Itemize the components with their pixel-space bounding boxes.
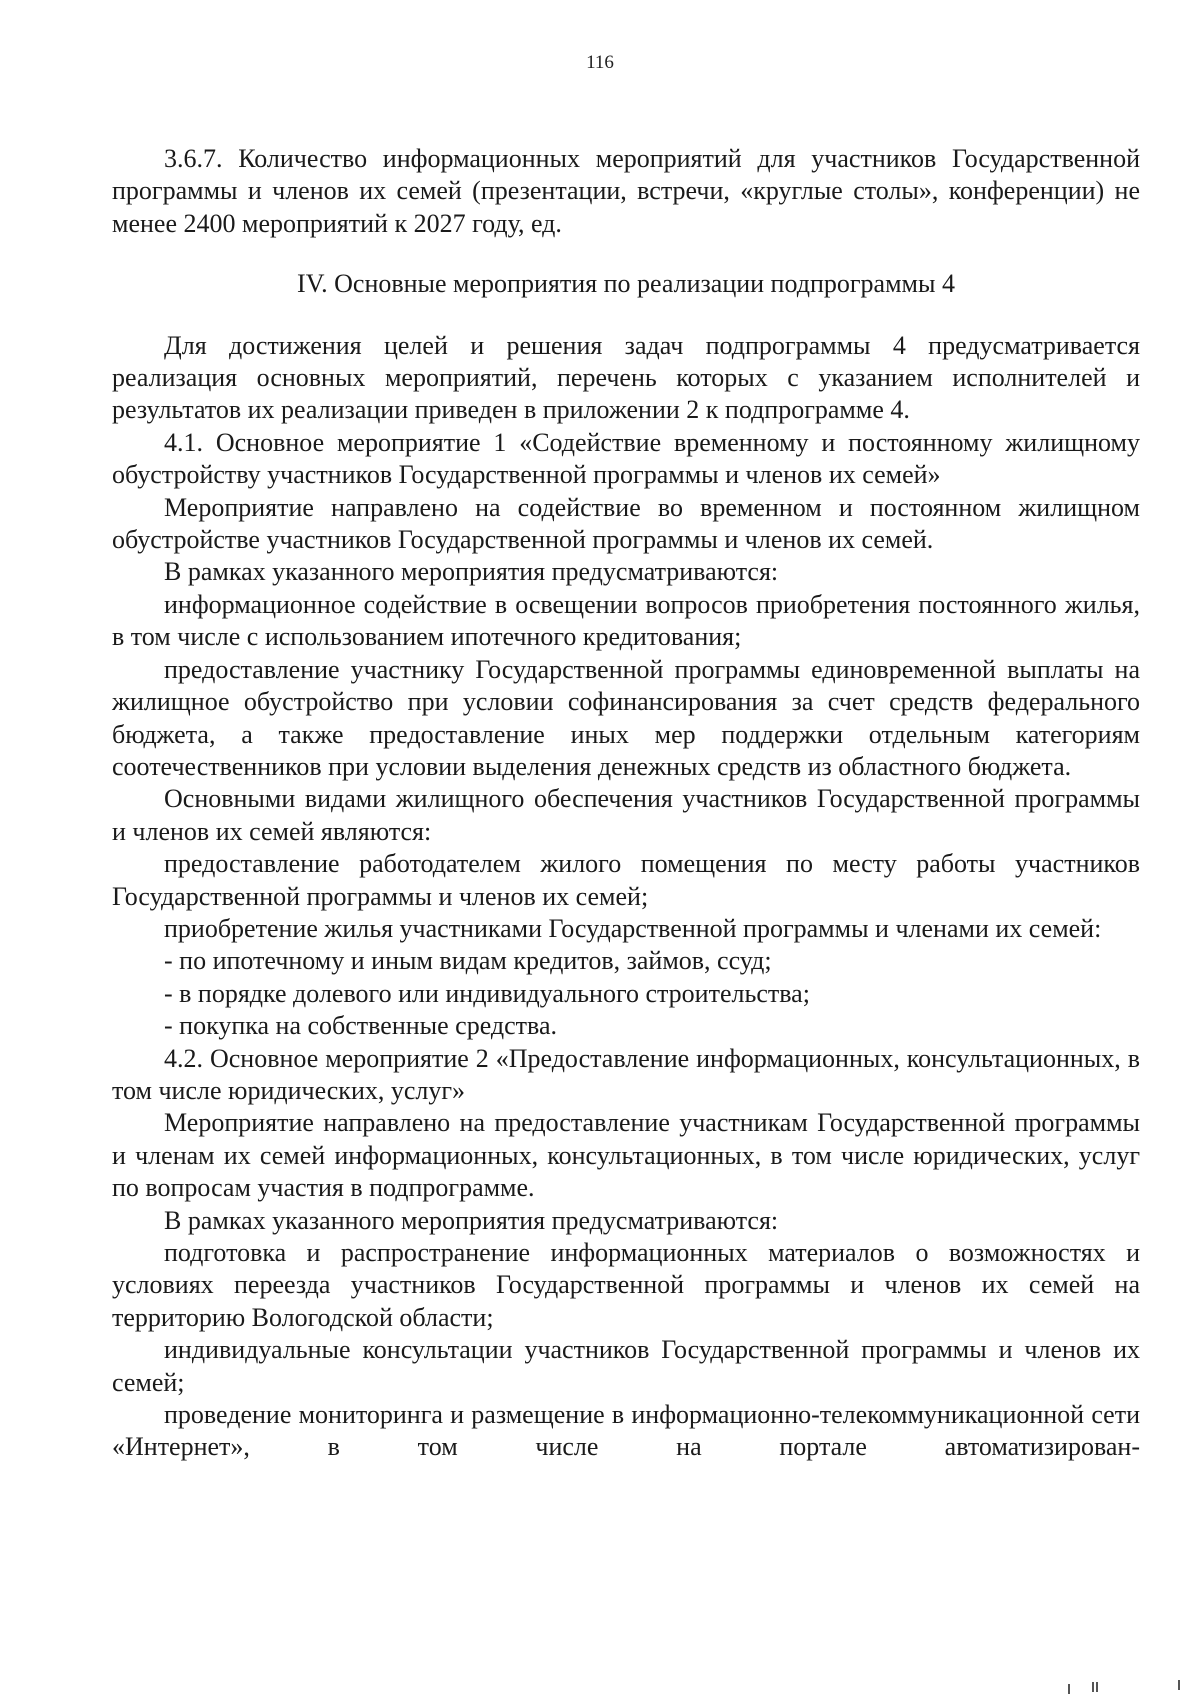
list-item: подготовка и распространение информационных материалов о возможностях и условиях переезда участников Государственной программы и членов их семей на территорию Вологодской области; [112, 1238, 1140, 1332]
list-item: предоставление участнику Государственной программы единовременной выплаты на жилищное обустройство при условии софинансирования за счет средств федерального бюджета, а также предоставление иных мер поддержки отдельным категориям соотечественников при условии выделения денежных средств из областного бюджета. [112, 654, 1140, 781]
list-item: проведение мониторинга и размещение в информационно-телекоммуникационной сети «Интернет», в том числе на портале автоматизирован- [112, 1400, 1140, 1462]
paragraph: Для достижения целей и решения задач подпрограммы 4 предусматривается реализация основных мероприятий, перечень которых с указанием исполнителей и результатов их реализации приведен в приложении 2 к подпрограмме 4. [112, 330, 1140, 425]
list-item: индивидуальные консультации участников Государственной программы и членов их семей; [112, 1335, 1140, 1397]
list-item: информационное содействие в освещении вопросов приобретения постоянного жилья, в том числе с использованием ипотечного кредитования; [112, 589, 1140, 652]
paragraph: Мероприятие направлено на содействие во временном и постоянном жилищном обустройстве участников Государственной программы и членов их семей. [112, 492, 1140, 555]
scan-edge-mark [1178, 1680, 1180, 1690]
scan-edge-mark [1092, 1682, 1094, 1692]
paragraph: Основными видами жилищного обеспечения участников Государственной программы и членов их семей являются: [112, 784, 1140, 846]
paragraph-activity-4-2: 4.2. Основное мероприятие 2 «Предоставление информационных, консультационных, в том числе юридических, услуг» [112, 1043, 1140, 1105]
paragraph: В рамках указанного мероприятия предусматриваются: [164, 1205, 779, 1235]
list-item: предоставление работодателем жилого помещения по месту работы участников Государственной программы и членов их семей; [112, 849, 1140, 911]
section-heading: IV. Основные мероприятия по реализации подпрограммы 4 [297, 269, 955, 299]
paragraph-activity-4-1: 4.1. Основное мероприятие 1 «Содействие временному и постоянному жилищному обустройству участников Государственной программы и членов их семей» [112, 427, 1140, 490]
dash-list-item: - по ипотечному и иным видам кредитов, займов, ссуд; [164, 946, 772, 976]
list-item: приобретение жилья участниками Государственной программы и членами их семей: [164, 913, 1102, 943]
scan-edge-mark [1068, 1684, 1070, 1694]
scan-edge-mark [1096, 1682, 1098, 1692]
dash-list-item: - покупка на собственные средства. [164, 1011, 557, 1041]
paragraph: Мероприятие направлено на предоставление участникам Государственной программы и членам их семей информационных, консультационных, в том числе юридических, услуг по вопросам участия в подпрограмме. [112, 1108, 1140, 1203]
paragraph: В рамках указанного мероприятия предусматриваются: [164, 557, 779, 587]
page-number: 116 [586, 52, 614, 73]
document-body [112, 143, 1140, 1464]
paragraph-indicator-3-6-7: 3.6.7. Количество информационных мероприятий для участников Государственной программы и членов их семей (презентации, встречи, «круглые столы», конференции) не менее 2400 мероприятий к 2027 году, ед. [112, 144, 1140, 238]
dash-list-item: - в порядке долевого или индивидуального строительства; [164, 978, 810, 1008]
